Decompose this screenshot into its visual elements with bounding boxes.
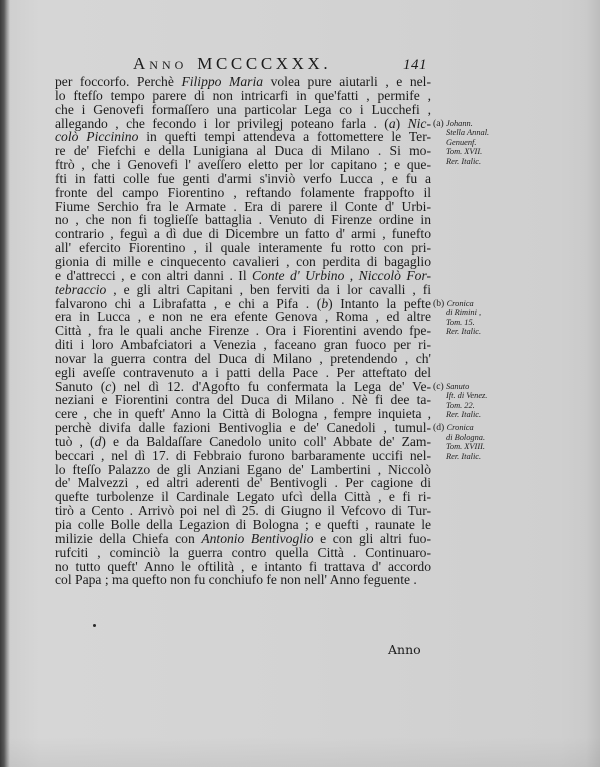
text-line — [55, 255, 431, 269]
text-line — [55, 435, 431, 449]
ink-speck — [93, 624, 96, 627]
text-line — [55, 421, 431, 435]
body-text — [55, 75, 431, 587]
text-line — [55, 352, 431, 366]
text-segment: era in Lucca , e non ne era efente Genova , Roma , ed altre — [55, 309, 431, 325]
text-segment: milizie della Chiefa con — [55, 530, 202, 546]
text-line — [55, 476, 431, 490]
text-line — [55, 89, 431, 103]
text-segment: , — [344, 267, 359, 283]
italic-text: tebraccio — [55, 281, 107, 297]
text-line — [55, 338, 431, 352]
margin-note-label: (a) — [433, 117, 447, 129]
text-segment: e d'attrecci , e con altri danni . Il — [55, 267, 253, 283]
italic-text: Nic- — [407, 115, 431, 131]
text-line — [55, 186, 431, 200]
margin-note-line — [433, 382, 487, 392]
margin-note-text: Rer. Italic. — [446, 327, 482, 337]
text-line — [55, 283, 431, 297]
text-segment: ) nel dì 12. d'Agofto fu confermata la Lega de' Ve- — [111, 378, 432, 394]
margin-note-line — [433, 327, 481, 337]
text-segment: diti i loro Ambafciatori a Venezia , faceano gran fuoco per ri- — [55, 337, 431, 353]
text-segment: lo ftefſo tempo parere di non intricarfi in que'fatti , permife , — [55, 87, 431, 103]
text-segment: in quefti tempi attendeva a fottomettere le Ter- — [138, 129, 431, 145]
text-segment: rufciti , cominciò la guerra contro quella Città . Continuaro- — [55, 544, 431, 560]
text-segment: , e gli altri Capitani , ben ferviti da i lor cavalli , fi — [106, 281, 431, 297]
italic-text: Niccolò For- — [358, 267, 432, 283]
italic-text: colò Piccinino — [55, 129, 139, 145]
running-head — [133, 54, 433, 74]
page-number: 141 — [403, 57, 427, 73]
text-segment: fronte del campo Fiorentino , reftando folamente frappofto il — [55, 184, 431, 200]
margin-note-line — [433, 318, 481, 328]
margin-note-text: Tom. 22. — [446, 400, 475, 410]
text-segment: tuò , ( — [55, 433, 95, 449]
text-line — [55, 518, 431, 532]
text-line — [55, 269, 431, 283]
text-segment: col Papa ; ma quefto non fu conchiufo fe non nell' Anno feguente . — [55, 572, 417, 588]
margin-note-label: (b) — [433, 297, 447, 309]
text-segment: fti in fatti colle fue genti d'armi s'inviò verfo Lucca , e fu a — [55, 170, 431, 186]
margin-note-text: Rer. Italic. — [446, 410, 482, 420]
text-line — [55, 172, 431, 186]
margin-note-line — [433, 299, 481, 309]
margin-note-text: Sanuto — [446, 381, 470, 391]
margin-note-line — [433, 138, 489, 148]
text-segment: de' Malvezzi , ed altri aderenti de' Bentivogli . Per cagione di — [55, 475, 431, 491]
text-segment: Sanuto ( — [55, 378, 106, 394]
text-line — [55, 227, 431, 241]
text-segment: cere , che in queft' Anno la Città di Bologna , fempre inquieta , — [55, 406, 431, 422]
text-segment: lo fteſſo Palazzo de gli Anziani Egano de' Lambertini , Niccolò — [55, 461, 431, 477]
margin-note-text: Cronica — [446, 298, 474, 308]
italic-text: Conte d' Urbino — [252, 267, 345, 283]
text-segment: beccari , nel dì 17. di Febbraio furono barbaramente uccifi nel- — [55, 447, 431, 463]
text-line — [55, 407, 431, 421]
text-segment: e con gli altri fuo- — [313, 530, 431, 546]
text-segment: contrario , feguì a dì due di Dicembre un fatto d' armi , funefto — [55, 226, 431, 242]
margin-note-line — [433, 401, 487, 411]
margin-note-text: Tom. XVIII. — [446, 442, 486, 452]
italic-text: Filippo Maria — [181, 74, 264, 89]
text-segment: tirò a Cento . Arrivò poi nel dì 25. di Giugno il Vefcovo di Tur- — [55, 503, 431, 519]
page-bottom-shadow — [0, 737, 600, 767]
text-line — [55, 158, 431, 172]
margin-note-line — [433, 147, 489, 157]
margin-note-line — [433, 410, 487, 420]
text-segment: Città , fra le quali anche Firenze . Ora i Fiorentini avendo fpe- — [55, 323, 431, 339]
margin-note-line — [433, 433, 485, 443]
text-segment: ) Intanto la pefte — [328, 295, 431, 311]
margin-note-label: (c) — [433, 380, 447, 392]
text-line — [55, 560, 431, 574]
text-segment: pia colle Bolle della Legazion di Bologna ; e quefti , raunate le — [55, 517, 431, 532]
margin-note-label: (d) — [433, 422, 447, 434]
text-segment: per foccorfo. Perchè — [55, 74, 182, 89]
running-head-year: MCCCCXXX. — [197, 54, 332, 73]
text-segment: falvarono chi a Librafatta , e chi a Pifa . ( — [55, 295, 322, 311]
text-line — [55, 310, 431, 324]
margin-note-line — [433, 119, 489, 129]
italic-text: b — [321, 295, 329, 311]
margin-note-text: Ift. di Venez. — [446, 391, 488, 401]
margin-note-text: Stella Annal. — [446, 128, 490, 138]
text-line — [55, 144, 431, 158]
text-line — [55, 573, 431, 587]
margin-note — [433, 423, 485, 461]
margin-note-text: Rer. Italic. — [446, 156, 482, 166]
text-line — [55, 200, 431, 214]
text-line — [55, 532, 431, 546]
margin-note-line — [433, 442, 485, 452]
italic-text: c — [105, 378, 112, 394]
text-line — [55, 463, 431, 477]
margin-note — [433, 119, 489, 167]
italic-text: a — [388, 115, 396, 131]
text-segment: che i Genovefi formaſſero una particolar Lega co i Lucchefi , — [55, 101, 431, 117]
margin-note-text: di Rimini , — [446, 308, 482, 318]
text-segment: neziani e Fiorentini contra del Duca di Milano . Nè fi dee ta- — [55, 392, 431, 408]
text-segment: quefte turbolenze il Cardinale Legato ufcì della Città , e fi ri- — [55, 489, 431, 505]
text-line — [55, 380, 431, 394]
text-line — [55, 130, 431, 144]
text-segment: ftrò , che i Genovefi l' aveſſero eletto per lor capitano ; e que- — [55, 157, 431, 173]
running-head-word: Anno — [133, 54, 188, 73]
margin-note-text: di Bologna. — [446, 432, 486, 442]
text-segment: allegando , che fecondo i lor privilegj poteano farla . ( — [55, 115, 389, 131]
text-line — [55, 297, 431, 311]
margin-note-line — [433, 128, 489, 138]
text-line — [55, 213, 431, 227]
margin-note-text: Tom. XVII. — [446, 147, 483, 157]
text-line — [55, 324, 431, 338]
text-line — [55, 490, 431, 504]
text-line — [55, 75, 431, 89]
italic-text: Antonio Bentivoglio — [201, 530, 314, 546]
page-edge-shadow — [586, 0, 600, 767]
text-segment: novar la guerra contra del Duca di Milano , pretendendo , ch' — [55, 350, 431, 366]
text-line — [55, 117, 431, 131]
text-segment: no tutto queft' Anno le oftilità , e intanto fi trattava d' accordo — [55, 558, 431, 574]
text-segment: perchè divifa dalle fazioni Bentivoglia e de' Canedoli , tumul- — [55, 420, 431, 436]
text-line — [55, 103, 431, 117]
text-line — [55, 449, 431, 463]
text-line — [55, 393, 431, 407]
text-segment: gionia di mille e cinquecento cavalieri , con perdita di bagaglio — [55, 253, 431, 269]
text-segment: Fiume Serchio fra le Armate . Era di parere il Conte d' Urbi- — [55, 198, 431, 214]
margin-note-line — [433, 452, 485, 462]
text-line — [55, 241, 431, 255]
text-segment: no , che non fi toglieſſe battaglia . Venuto di Firenze ordine in — [55, 212, 431, 228]
margin-note-text: Genuenf. — [446, 137, 477, 147]
margin-note-text: Johann. — [446, 118, 473, 128]
text-segment: ) e da Baldaſſare Canedolo unito coll' Abbate de' Zam- — [101, 433, 432, 449]
margin-note-line — [433, 423, 485, 433]
margin-note-text: Rer. Italic. — [446, 452, 482, 462]
margin-note — [433, 299, 481, 337]
text-segment: volea pure aiutarli , e nel- — [263, 74, 431, 89]
text-segment: ) — [395, 115, 408, 131]
text-segment: egli aveſſe contravenuto a i patti della Pace . Per atteftato del — [55, 364, 431, 380]
text-line — [55, 504, 431, 518]
italic-text: d — [94, 433, 102, 449]
margin-note-text: Cronica — [446, 423, 474, 433]
catchword: Anno — [388, 642, 421, 657]
margin-note-line — [433, 308, 481, 318]
margin-note-line — [433, 391, 487, 401]
text-segment: re de' Fiefchi e della Lunigiana al Duca di Milano . Si mo- — [55, 143, 431, 159]
margin-note-text: Tom. 15. — [446, 317, 475, 327]
margin-note-line — [433, 157, 489, 167]
text-line — [55, 366, 431, 380]
margin-note — [433, 382, 487, 420]
text-line — [55, 546, 431, 560]
text-segment: all' efercito Fiorentino , il quale interamente fu rotto con pri- — [55, 240, 431, 256]
